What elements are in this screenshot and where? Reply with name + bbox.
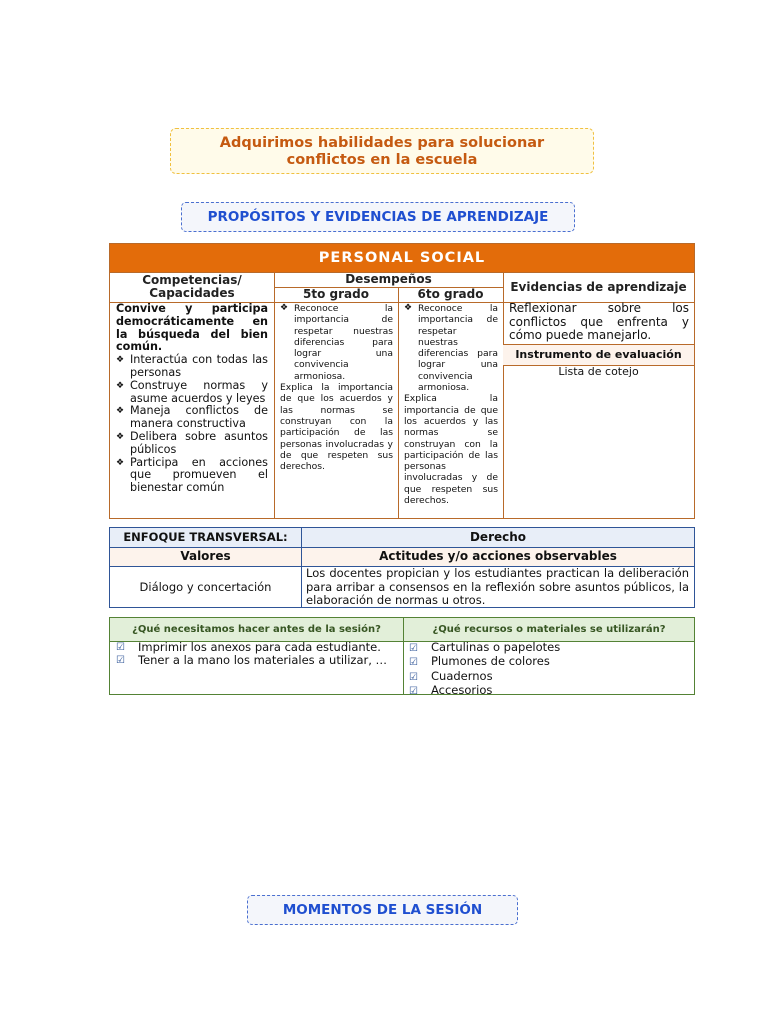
grade5-header: 5to grado: [303, 287, 369, 301]
capacidad-item: ❖ Participa en acciones que promueven el bienestar común: [116, 457, 268, 495]
evidencia-text: Reflexionar sobre los conflictos que enfrenta y cómo puede manejarlo.: [509, 301, 689, 342]
valores-header: Valores: [180, 549, 231, 563]
competencias-header-line-1: Competencias/: [142, 273, 242, 287]
resource-item: [409, 670, 689, 684]
resources-list: [409, 641, 689, 699]
resource-item-text: Cartulinas o papelotes: [431, 640, 561, 654]
session-title-line-2: conflictos en la escuela: [286, 152, 478, 168]
competencia-title: Convive y participa democráticamente en la búsqueda del bien común.: [116, 302, 268, 354]
grade6-cell: [404, 303, 498, 506]
before-item: [116, 641, 398, 654]
enfoque-value: Derecho: [469, 530, 527, 544]
moments-heading: MOMENTOS DE LA SESIÓN: [247, 895, 518, 925]
resource-item: [409, 684, 689, 698]
actitud-text: Los docentes propician y los estudiantes practican la deliberación para arribar a consensos en la reflexión sobre asuntos públicos, la elaboración de normas u otros.: [306, 566, 689, 607]
grade5-bullets: [280, 303, 393, 382]
competencias-header: [110, 274, 274, 300]
prep-question-before: ¿Qué necesitamos hacer antes de la sesión?: [132, 624, 381, 635]
checkbox-icon: ☑: [409, 671, 418, 683]
competencia-cell: [116, 303, 268, 495]
grade5-cell: [280, 303, 393, 472]
competencias-header-line-2: Capacidades: [149, 286, 235, 300]
checkbox-icon: ☑: [409, 643, 418, 654]
grade5-bullet: ❖ Reconoce la importancia de respetar nuestras diferencias para lograr una convivencia armoniosa.: [280, 303, 393, 382]
resource-item-text: Plumones de colores: [431, 654, 550, 669]
capacidad-item: ❖ Construye normas y asume acuerdos y leyes: [116, 380, 268, 406]
resource-item-text: Cuadernos: [431, 668, 493, 683]
before-item: [116, 654, 398, 667]
capacidades-list: [116, 354, 268, 495]
resource-item: [409, 655, 689, 669]
grade5-paragraph: Explica la importancia de que los acuerdos y las normas se construyan con la participación de las personas involucradas y de que respeten sus derechos.: [280, 382, 393, 473]
enfoque-label: ENFOQUE TRANSVERSAL:: [123, 530, 288, 544]
grade6-header: 6to grado: [417, 287, 484, 301]
grade6-bullets: [404, 303, 498, 393]
actitudes-header: Actitudes y/o acciones observables: [379, 549, 617, 563]
area-header: PERSONAL SOCIAL: [110, 244, 694, 272]
checkbox-icon: ☑: [116, 655, 125, 667]
before-list: [116, 641, 398, 668]
before-item-text: Tener a la mano los materiales a utilizar, …: [138, 653, 388, 668]
instrumento-label: Instrumento de evaluación: [503, 345, 694, 365]
valor-text: Diálogo y concertación: [139, 580, 272, 594]
personal-social-table: [109, 243, 695, 519]
preparation-table: [109, 617, 695, 698]
desempenos-header: Desempeños: [345, 272, 432, 286]
prep-question-resources: ¿Qué recursos o materiales se utilizarán?: [432, 624, 666, 635]
session-title-line-1: Adquirimos habilidades para solucionar: [219, 135, 545, 151]
session-title: [170, 128, 594, 174]
grade6-bullet: ❖ Reconoce la importancia de respetar nuestras diferencias para lograr una convivencia armoniosa.: [404, 303, 498, 393]
resource-item: [409, 641, 689, 655]
resource-item-text: Accesorios: [431, 683, 493, 698]
enfoque-table: [109, 527, 695, 608]
before-item-text: Imprimir los anexos para cada estudiante.: [138, 640, 381, 654]
capacidad-item: ❖ Maneja conflictos de manera constructiva: [116, 405, 268, 431]
capacidad-item: ❖ Delibera sobre asuntos públicos: [116, 431, 268, 457]
evidencias-header: Evidencias de aprendizaje: [510, 280, 687, 294]
purposes-heading: PROPÓSITOS Y EVIDENCIAS DE APRENDIZAJE: [181, 202, 575, 232]
capacidad-item: ❖ Interactúa con todas las personas: [116, 354, 268, 380]
grade6-paragraph: Explica la importancia de que los acuerdos y las normas se construyan con la participación de las personas involucradas y de que respeten sus derechos.: [404, 393, 498, 507]
checkbox-icon: ☑: [409, 657, 418, 669]
checkbox-icon: ☑: [409, 686, 418, 698]
checkbox-icon: ☑: [116, 642, 125, 653]
instrumento-value: Lista de cotejo: [558, 365, 639, 378]
